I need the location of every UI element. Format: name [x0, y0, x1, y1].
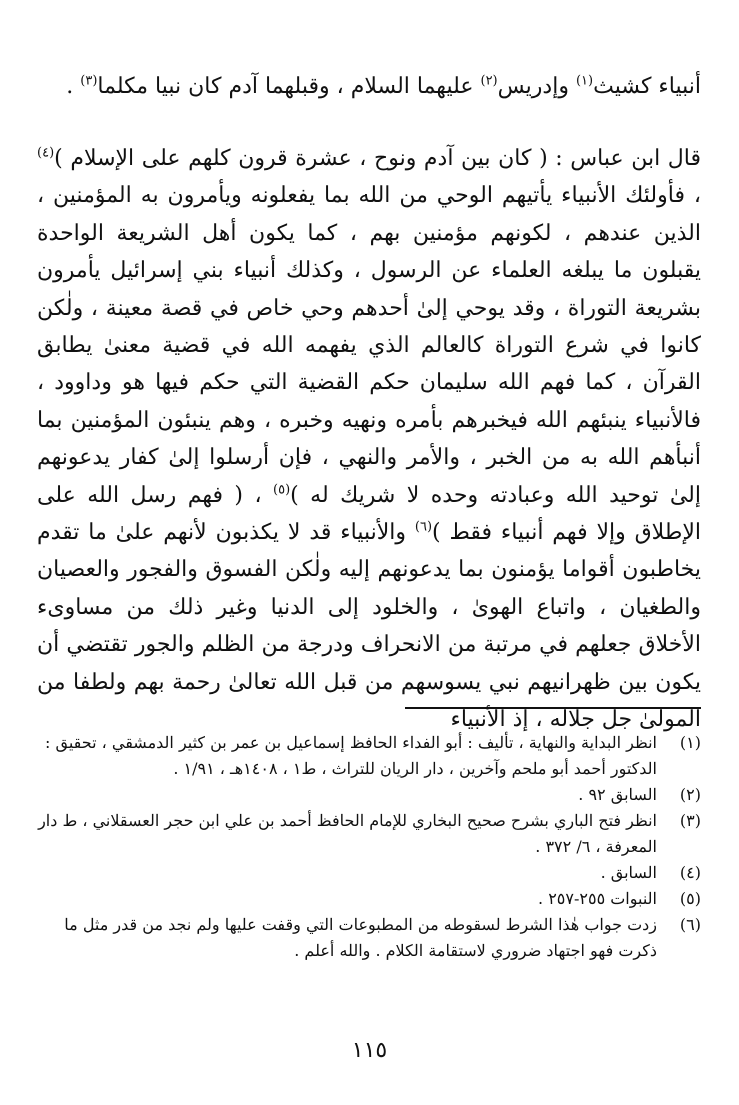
- opening-text-4: .: [66, 74, 81, 99]
- footnote-text: زدت جواب هٰذا الشرط لسقوطه من المطبوعات التي وقفت عليها ولم نجد من قدر مثل ما ذكرت فهو اجتهاد ضروري لاستقامة الكلام . والله أعلم .: [64, 915, 657, 960]
- footnote-text: انظر البداية والنهاية ، تأليف : أبو الفداء الحافظ إسماعيل بن عمر بن كثير الدمشقي ، تحقيق : الدكتور أحمد أبو ملحم وآخرين ، دار الريان للتراث ، ط١ ، ١٤٠٨هـ ، ١/٩١ .: [45, 733, 657, 778]
- paragraph-body: [37, 140, 701, 739]
- footnote-number: (٢): [679, 785, 701, 804]
- footnote-ref-6: (٦): [414, 519, 433, 535]
- page-number: ١١٥: [351, 1038, 388, 1063]
- footnote-separator: [405, 707, 701, 709]
- opening-text-1: أنبياء كشيث: [593, 74, 701, 99]
- footnote-item: [37, 886, 701, 912]
- footnote-number: (٤): [679, 863, 701, 882]
- footnote-item: [37, 860, 701, 886]
- footnote-ref-1: (١): [575, 73, 594, 89]
- footnote-item: [37, 912, 701, 964]
- footnote-ref-4: (٤): [37, 145, 55, 161]
- main-paragraph: [37, 140, 701, 739]
- footnote-text: انظر فتح الباري بشرح صحيح البخاري للإمام الحافظ أحمد بن علي ابن حجر العسقلاني ، ط دار المعرفة ، ٦/ ٣٧٢ .: [38, 811, 657, 856]
- footnote-item: [37, 730, 701, 782]
- footnote-number: (٦): [679, 915, 701, 934]
- footnote-ref-5: (٥): [273, 482, 291, 498]
- body-part-1: قال ابن عباس : ( كان بين آدم ونوح ، عشرة قرون كلهم على الإسلام ): [54, 146, 701, 171]
- footnote-item: [37, 782, 701, 808]
- footnote-number: (٣): [679, 811, 701, 830]
- footnotes-section: [37, 730, 701, 964]
- body-part-2: ، فأولئك الأنبياء يأتيهم الوحي من الله بما يفعلونه ويأمرون به المؤمنين ، الذين عندهم ، لكونهم مؤمنين بهم ، كما يكون أهل الشريعة الواحدة يقبلون ما يبلغه العلماء عن الرسول ، وكذلك أنبياء بني إسرائيل يأمرون بشريعة التوراة ، وقد يوحي إلىٰ أحدهم وحي خاص في قصة معينة ، ولٰكن كانوا في شرع التوراة كالعالم الذي يفهمه الله في قضية معنىٰ يطابق القرآن ، كما فهم الله سليمان حكم القضية التي حكم فيها هو وداوود ، فالأنبياء ينبئهم الله فيخبرهم بأمره ونهيه وخبره ، وهم ينبئون المؤمنين بما أنبأهم الله به من الخبر ، والأمر والنهي ، فإن أرسلوا إلىٰ كفار يدعونهم إلىٰ توحيد الله وعبادته وحده لا شريك له ): [37, 183, 702, 508]
- footnote-text: السابق .: [600, 863, 657, 882]
- footnote-number: (١): [679, 733, 701, 752]
- opening-line: [61, 68, 701, 106]
- footnote-number: (٥): [679, 889, 701, 908]
- footnote-text: السابق ٩٢ .: [578, 785, 657, 804]
- footnote-item: [37, 808, 701, 860]
- body-part-4: والأنبياء قد لا يكذبون لأنهم علىٰ ما تقدم يخاطبون أقواما يؤمنون بما يدعونهم إليه ولٰكن الفسوق والفجور والعصيان والطغيان ، واتباع الهوىٰ ، والخلود إلى الدنيا وغير ذلك من مساوىء الأخلاق جعلهم في مرتبة من الانحراف ودرجة من الظلم والجور تقتضي أن يكون بين ظهرانيهم نبي يسوسهم من قبل الله تعالىٰ رحمة بهم ولطفا من المولىٰ جل جلاله ، إذ الأنبياء: [37, 520, 701, 733]
- body-part-3: ، ( فهم رسل الله على الإطلاق وإلا فهم أنبياء فقط ): [37, 482, 701, 546]
- footnote-ref-3: (٣): [80, 73, 98, 89]
- footnote-text: النبوات ٢٥٥-٢٥٧ .: [538, 889, 657, 908]
- opening-text-2: وإدريس: [497, 74, 576, 99]
- footnote-ref-2: (٢): [480, 73, 498, 89]
- opening-text-3: عليهما السلام ، وقبلهما آدم كان نبيا مكلما: [97, 74, 481, 99]
